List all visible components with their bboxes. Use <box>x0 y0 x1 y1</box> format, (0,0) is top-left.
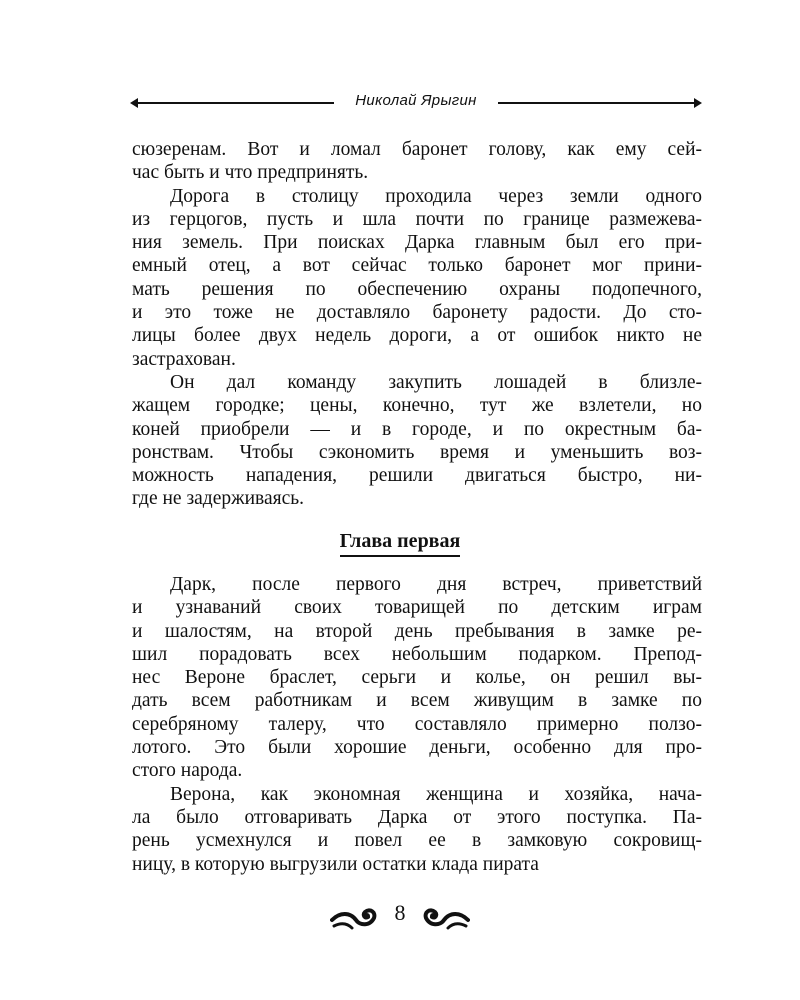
scroll-ornament-left-icon <box>330 902 378 932</box>
text-line: ния земель. При поисках Дарка главным был его при- <box>132 232 702 254</box>
text-line: Дарк, после первого дня встреч, приветствий <box>170 574 702 595</box>
page-footer <box>330 898 470 938</box>
text-line: дать всем работникам и всем живущим в замке по <box>132 690 702 712</box>
scroll-ornament-right-icon <box>422 902 470 932</box>
text-line: застрахован. <box>132 348 236 370</box>
text-line: можность нападения, решили двигаться быстро, ни- <box>132 465 702 487</box>
text-line: сюзеренам. Вот и ломал баронет голову, как ему сей- <box>132 139 702 160</box>
running-header <box>130 92 702 114</box>
text-line: лицы более двух недель дороги, а от ошибок никто не <box>132 325 702 347</box>
text-line: рень усмехнулся и повел ее в замковую сокровищ- <box>132 830 702 852</box>
body-text-top <box>132 138 702 511</box>
text-line: из герцогов, пусть и шла почти по границе размежева- <box>132 208 702 230</box>
text-line: и шалостям, на второй день пребывания в замке ре- <box>132 620 702 642</box>
paragraph <box>132 783 702 876</box>
text-line: Верона, как экономная женщина и хозяйка, нача- <box>170 783 702 805</box>
text-line: ронствам. Чтобы сэкономить время и уменьшить воз- <box>132 441 702 463</box>
page-number: 8 <box>394 900 406 925</box>
text-line: мать решения по обеспечению охраны подопечного, <box>132 278 702 300</box>
text-line: серебряному талеру, что составляло примерно ползо- <box>132 713 702 735</box>
paragraph <box>132 138 702 185</box>
text-line: ницу, в которую выгрузили остатки клада пирата <box>132 853 539 875</box>
text-line: коней приобрели — и в городе, и по окрестным ба- <box>132 418 702 440</box>
body-text-bottom <box>132 573 702 876</box>
text-line: лотого. Это были хорошие деньги, особенно для про- <box>132 737 702 759</box>
text-line: где не задерживаясь. <box>132 488 305 510</box>
paragraph <box>132 185 702 371</box>
header-author: Николай Ярыгин <box>355 92 477 109</box>
chapter-heading <box>0 530 800 553</box>
text-line: шил порадовать всех небольшим подарком. Препод- <box>132 643 702 665</box>
text-line: стого народа. <box>132 760 243 782</box>
text-line: емный отец, а вот сейчас только баронет мог прини- <box>132 255 702 277</box>
chapter-title: Глава первая <box>340 530 461 557</box>
paragraph <box>132 573 702 783</box>
text-line: жащем городке; цены, конечно, тут же взлетели, но <box>132 395 702 417</box>
text-line: час быть и что предпринять. <box>132 162 369 184</box>
header-arrow-right-icon <box>694 98 702 108</box>
text-line: Дорога в столицу проходила через земли одного <box>170 185 702 207</box>
text-line: Он дал команду закупить лошадей в близле- <box>170 371 702 393</box>
text-line: ла было отговаривать Дарка от этого поступка. Па- <box>132 806 702 828</box>
text-line: и узнаваний своих товарищей по детским играм <box>132 597 702 619</box>
text-line: нес Вероне браслет, серьги и колье, он решил вы- <box>132 667 702 689</box>
text-line: и это тоже не доставляло баронету радости. До сто- <box>132 302 702 324</box>
header-rule-right <box>498 102 696 104</box>
paragraph <box>132 371 702 511</box>
